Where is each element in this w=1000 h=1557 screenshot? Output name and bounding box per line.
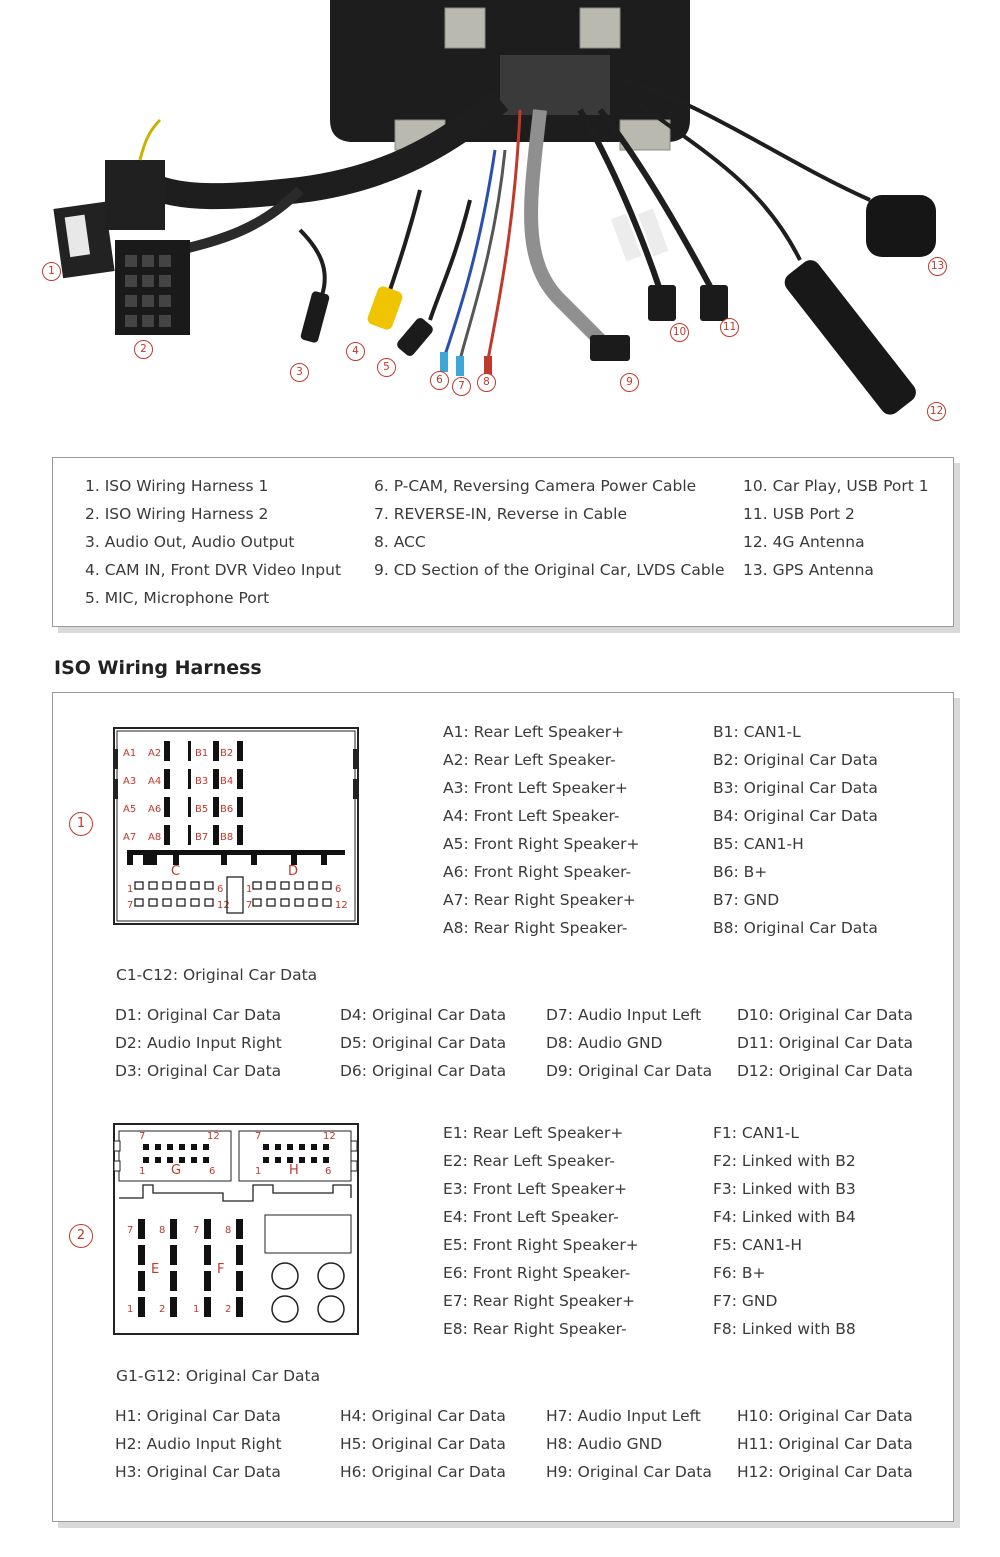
pin-b-desc: B3: Original Car Data [713, 779, 878, 797]
pin-number: 2 [159, 1304, 166, 1315]
pin-number: 2 [225, 1304, 232, 1315]
legend-item: 5. MIC, Microphone Port [85, 589, 270, 607]
legend-item: 7. REVERSE-IN, Reverse in Cable [374, 505, 627, 523]
lvds-connector [590, 335, 630, 361]
pin-b-desc: B4: Original Car Data [713, 807, 878, 825]
pin-d-desc: D2: Audio Input Right [115, 1034, 282, 1052]
legend-item: 3. Audio Out, Audio Output [85, 533, 295, 551]
pin-number: 7 [127, 1225, 134, 1236]
legend-item: 9. CD Section of the Original Car, LVDS Cable [374, 561, 725, 579]
pin-h-desc: H7: Audio Input Left [546, 1407, 701, 1425]
pin-e-desc: E5: Front Right Speaker+ [443, 1236, 639, 1254]
pin-number: 7 [127, 900, 134, 911]
pin-number: 1 [246, 884, 253, 895]
connector-1-diagram [113, 727, 363, 927]
pin-label: A1 [123, 748, 137, 759]
pin-number: 1 [139, 1166, 146, 1177]
pin-e-desc: E1: Rear Left Speaker+ [443, 1124, 624, 1142]
pin-f-desc: F2: Linked with B2 [713, 1152, 856, 1170]
callout-13: 13 [928, 257, 947, 276]
pin-number: 6 [335, 884, 342, 895]
pin-d-desc: D1: Original Car Data [115, 1006, 282, 1024]
pin-number: 6 [325, 1166, 332, 1177]
rear-ports [500, 55, 610, 115]
pin-label: A7 [123, 832, 137, 843]
pin-a-desc: A3: Front Left Speaker+ [443, 779, 628, 797]
pin-d-desc: D8: Audio GND [546, 1034, 663, 1052]
pin-number: 7 [193, 1225, 200, 1236]
pin-d-desc: D6: Original Car Data [340, 1062, 507, 1080]
pin-a-desc: A5: Front Right Speaker+ [443, 835, 640, 853]
pin-b-desc: B6: B+ [713, 863, 768, 881]
pin-e-desc: E8: Rear Right Speaker- [443, 1320, 627, 1338]
pin-h-desc: H8: Audio GND [546, 1435, 663, 1453]
g-block-note: G1-G12: Original Car Data [116, 1367, 321, 1385]
block-e-label: E [151, 1262, 160, 1277]
pin-a-desc: A2: Rear Left Speaker- [443, 751, 616, 769]
pin-b-desc: B7: GND [713, 891, 780, 909]
pin-d-desc: D12: Original Car Data [737, 1062, 914, 1080]
pin-f-desc: F1: CAN1-L [713, 1124, 800, 1142]
iso-connector-top [105, 160, 165, 230]
pin-a-desc: A1: Rear Left Speaker+ [443, 723, 625, 741]
callout-7: 7 [452, 377, 471, 396]
callout-10: 10 [670, 323, 689, 342]
pin-label: A5 [123, 804, 137, 815]
block-c-label: C [171, 864, 181, 879]
pin-label: B3 [195, 776, 209, 787]
pin-d-desc: D10: Original Car Data [737, 1006, 914, 1024]
block-d-label: D [288, 864, 299, 879]
pin-a-desc: A8: Rear Right Speaker- [443, 919, 628, 937]
pin-number: 8 [159, 1225, 166, 1236]
pinout-panel [52, 692, 954, 1522]
pin-a-desc: A7: Rear Right Speaker+ [443, 891, 636, 909]
callout-12: 12 [927, 402, 946, 421]
pin-number: 12 [207, 1131, 220, 1142]
pin-h-desc: H9: Original Car Data [546, 1463, 712, 1481]
harness-illustration [0, 0, 1000, 440]
pin-number: 1 [255, 1166, 262, 1177]
cam-in-rca [366, 285, 404, 331]
antenna-4g-shape [781, 256, 920, 419]
pin-number: 12 [335, 900, 348, 911]
legend-item: 8. ACC [374, 533, 426, 551]
legend-item: 6. P-CAM, Reversing Camera Power Cable [374, 477, 697, 495]
pin-d-desc: D7: Audio Input Left [546, 1006, 702, 1024]
antenna-gps-shape [866, 195, 936, 257]
usb-port-1-plug [648, 285, 676, 321]
connector-2-diagram [113, 1123, 363, 1338]
c-block-note: C1-C12: Original Car Data [116, 966, 318, 984]
pin-number: 12 [323, 1131, 336, 1142]
block-g-label: G [171, 1163, 182, 1178]
pin-f-desc: F7: GND [713, 1292, 778, 1310]
pin-label: B1 [195, 748, 209, 759]
pin-number: 12 [217, 900, 230, 911]
pin-e-desc: E2: Rear Left Speaker- [443, 1152, 615, 1170]
pin-b-desc: B5: CAN1-H [713, 835, 804, 853]
audio-out-plug [300, 291, 330, 344]
section-title: ISO Wiring Harness [54, 657, 262, 679]
pin-a-desc: A4: Front Left Speaker- [443, 807, 620, 825]
cable-legend [52, 457, 954, 627]
legend-item: 4. CAM IN, Front DVR Video Input [85, 561, 342, 579]
legend-item: 12. 4G Antenna [743, 533, 865, 551]
pin-f-desc: F8: Linked with B8 [713, 1320, 856, 1338]
pin-f-desc: F4: Linked with B4 [713, 1208, 856, 1226]
legend-item: 11. USB Port 2 [743, 505, 855, 523]
callout-9: 9 [620, 373, 639, 392]
pin-e-desc: E7: Rear Right Speaker+ [443, 1292, 635, 1310]
pin-h-desc: H6: Original Car Data [340, 1463, 506, 1481]
pin-d-desc: D5: Original Car Data [340, 1034, 507, 1052]
callout-1: 1 [42, 262, 61, 281]
block-f-label: F [217, 1262, 225, 1277]
pin-e-desc: E3: Front Left Speaker+ [443, 1180, 628, 1198]
pin-e-desc: E4: Front Left Speaker- [443, 1208, 619, 1226]
pin-b-desc: B2: Original Car Data [713, 751, 878, 769]
bracket-right [580, 8, 620, 48]
pin-label: B6 [220, 804, 234, 815]
pin-d-desc: D11: Original Car Data [737, 1034, 914, 1052]
bracket-left [445, 8, 485, 48]
pin-number: 1 [127, 1304, 134, 1315]
callout-4: 4 [346, 342, 365, 361]
pin-f-desc: F5: CAN1-H [713, 1236, 803, 1254]
pin-number: 7 [255, 1131, 262, 1142]
legend-item: 1. ISO Wiring Harness 1 [85, 477, 269, 495]
pin-a-desc: A6: Front Right Speaker- [443, 863, 632, 881]
pin-f-desc: F6: B+ [713, 1264, 766, 1282]
pin-h-desc: H3: Original Car Data [115, 1463, 281, 1481]
harness-photo [0, 0, 1000, 440]
pin-number: 6 [209, 1166, 216, 1177]
legend-item: 13. GPS Antenna [743, 561, 874, 579]
pin-number: 6 [217, 884, 224, 895]
pin-label: A6 [148, 804, 162, 815]
pin-label: A8 [148, 832, 162, 843]
pin-h-desc: H2: Audio Input Right [115, 1435, 282, 1453]
pin-label: B5 [195, 804, 209, 815]
usb-port-2-plug [700, 285, 728, 321]
harness-2-marker: 2 [69, 1224, 93, 1248]
callout-5: 5 [377, 358, 396, 377]
pin-h-desc: H12: Original Car Data [737, 1463, 913, 1481]
pin-b-desc: B1: CAN1-L [713, 723, 801, 741]
pin-h-desc: H10: Original Car Data [737, 1407, 913, 1425]
pin-number: 7 [139, 1131, 146, 1142]
mic-plug [395, 316, 435, 358]
callout-3: 3 [290, 363, 309, 382]
harness-1-marker: 1 [69, 812, 93, 836]
pin-label: A4 [148, 776, 162, 787]
pin-e-desc: E6: Front Right Speaker- [443, 1264, 631, 1282]
pin-h-desc: H1: Original Car Data [115, 1407, 281, 1425]
pin-h-desc: H11: Original Car Data [737, 1435, 913, 1453]
pin-d-desc: D4: Original Car Data [340, 1006, 507, 1024]
pin-h-desc: H5: Original Car Data [340, 1435, 506, 1453]
callout-2: 2 [134, 340, 153, 359]
legend-item: 10. Car Play, USB Port 1 [743, 477, 929, 495]
pin-label: B7 [195, 832, 209, 843]
pin-label: B2 [220, 748, 234, 759]
pin-number: 7 [246, 900, 253, 911]
pin-label: B4 [220, 776, 234, 787]
pin-h-desc: H4: Original Car Data [340, 1407, 506, 1425]
pin-label: B8 [220, 832, 234, 843]
block-h-label: H [289, 1163, 299, 1178]
callout-6: 6 [430, 371, 449, 390]
pin-number: 8 [225, 1225, 232, 1236]
pin-label: A3 [123, 776, 137, 787]
legend-item: 2. ISO Wiring Harness 2 [85, 505, 269, 523]
pin-b-desc: B8: Original Car Data [713, 919, 878, 937]
pin-label: A2 [148, 748, 162, 759]
pin-number: 1 [193, 1304, 200, 1315]
pin-number: 1 [127, 884, 134, 895]
pin-d-desc: D9: Original Car Data [546, 1062, 713, 1080]
pin-f-desc: F3: Linked with B3 [713, 1180, 856, 1198]
pin-d-desc: D3: Original Car Data [115, 1062, 282, 1080]
callout-8: 8 [477, 373, 496, 392]
callout-11: 11 [720, 318, 739, 337]
